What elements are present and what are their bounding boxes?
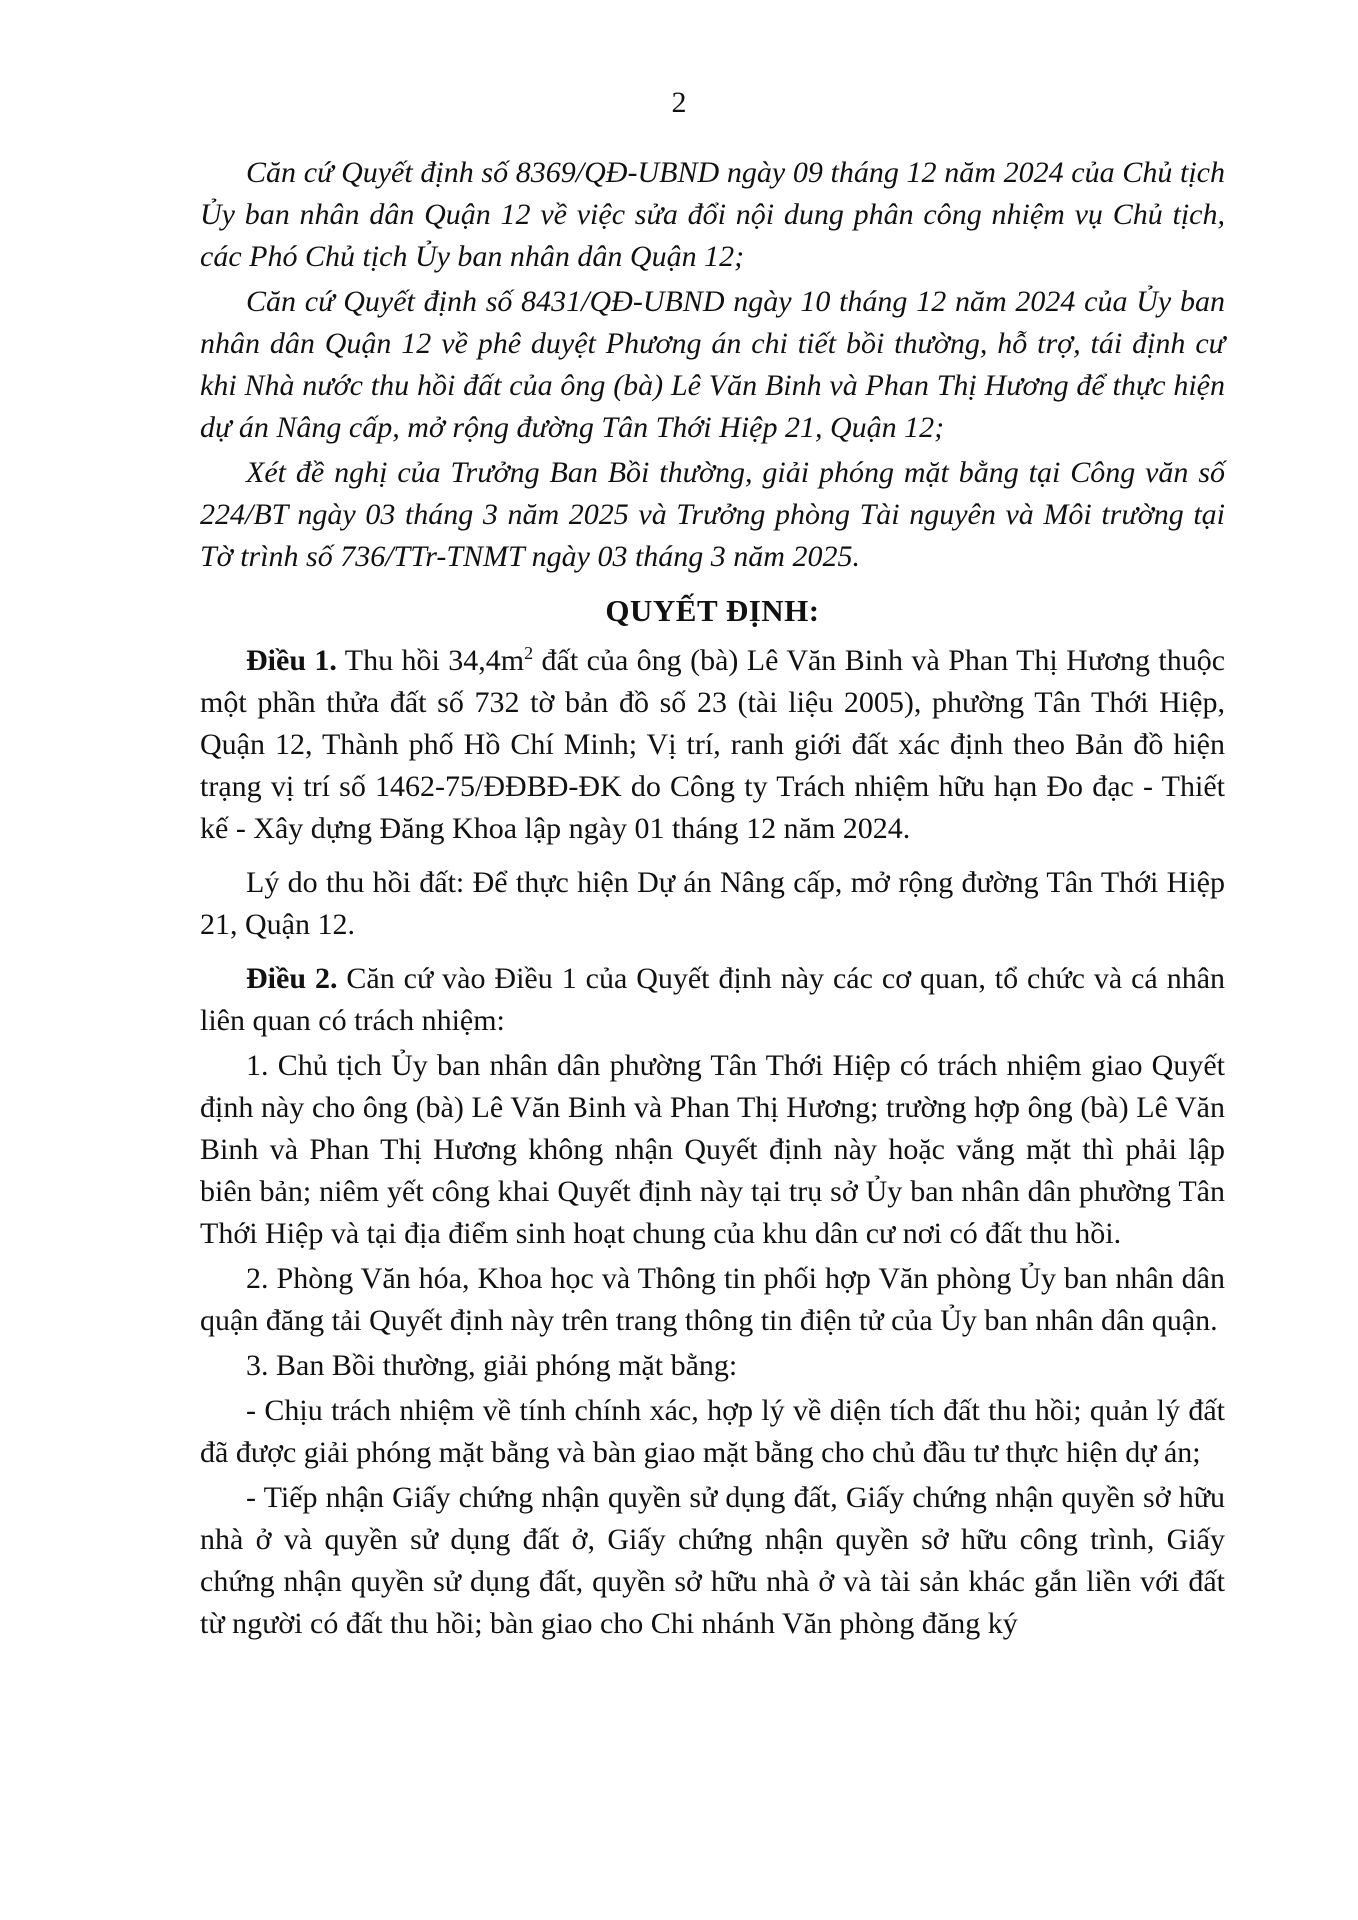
article-2-item-3-bullet-2: - Tiếp nhận Giấy chứng nhận quyền sử dụng đất, Giấy chứng nhận quyền sở hữu nhà ở và quyền sử dụng đất ở, Giấy chứng nhận quyền sở hữu công trình, Giấy chứng nhận quyền sử dụng đất, quyền sở hữu nhà ở và tài sản khác gắn liền với đất từ người có đất thu hồi; bàn giao cho Chi nhánh Văn phòng đăng ký <box>200 1481 1225 1640</box>
article-2-item-3: 3. Ban Bồi thường, giải phóng mặt bằng: <box>246 1349 738 1382</box>
article-1-text-end: đất của ông (bà) Lê Văn Binh và Phan Thị Hương thuộc một phần thửa đất số 732 tờ bản đồ số 23 (tài liệu 2005), phường Tân Thới Hiệp, Quận 12, Thành phố Hồ Chí Minh; Vị trí, ranh giới đất xác định theo Bản đồ hiện trạng vị trí số 1462-75/ĐĐBĐ-ĐK do Công ty Trách nhiệm hữu hạn Đo đạc - Thiết kế - Xây dựng Đăng Khoa lập ngày 01 tháng 12 năm 2024. <box>200 644 1226 845</box>
article-2-item-2: 2. Phòng Văn hóa, Khoa học và Thông tin phối hợp Văn phòng Ủy ban nhân dân quận đăng tải Quyết định này trên trang thông tin điện tử của Ủy ban nhân dân quận. <box>200 1262 1225 1337</box>
article-2-item-1: 1. Chủ tịch Ủy ban nhân dân phường Tân Thới Hiệp có trách nhiệm giao Quyết định này cho ông (bà) Lê Văn Binh và Phan Thị Hương; trường hợp ông (bà) Lê Văn Binh và Phan Thị Hương không nhận Quyết định này hoặc vắng mặt thì phải lập biên bản; niêm yết công khai Quyết định này tại trụ sở Ủy ban nhân dân phường Tân Thới Hiệp và tại địa điểm sinh hoạt chung của khu dân cư nơi có đất thu hồi. <box>200 1049 1225 1250</box>
article-1-paragraph <box>200 640 1225 850</box>
page-number: 2 <box>671 86 687 119</box>
document-body <box>200 152 1225 1648</box>
article-1-reason: Lý do thu hồi đất: Để thực hiện Dự án Nâng cấp, mở rộng đường Tân Thới Hiệp 21, Quận 12. <box>200 866 1225 941</box>
article-2-paragraph <box>200 958 1225 1042</box>
preamble-paragraph-2: Căn cứ Quyết định số 8431/QĐ-UBND ngày 10 tháng 12 năm 2024 của Ủy ban nhân dân Quận 12 về phê duyệt Phương án chi tiết bồi thường, hỗ trợ, tái định cư khi Nhà nước thu hồi đất của ông (bà) Lê Văn Binh và Phan Thị Hương để thực hiện dự án Nâng cấp, mở rộng đường Tân Thới Hiệp 21, Quận 12; <box>200 285 1225 444</box>
article-1-text-start: Thu hồi 34,4m <box>336 644 525 677</box>
article-2-item-3-bullet-1: - Chịu trách nhiệm về tính chính xác, hợp lý về diện tích đất thu hồi; quản lý đất đã được giải phóng mặt bằng và bàn giao mặt bằng cho chủ đầu tư thực hiện dự án; <box>200 1394 1225 1469</box>
article-2-label: Điều 2. <box>246 962 338 995</box>
article-1-label: Điều 1. <box>246 644 337 677</box>
decision-heading: QUYẾT ĐỊNH: <box>605 593 820 628</box>
preamble-paragraph-3: Xét đề nghị của Trưởng Ban Bồi thường, giải phóng mặt bằng tại Công văn số 224/BT ngày 03 tháng 3 năm 2025 và Trưởng phòng Tài nguyên và Môi trường tại Tờ trình số 736/TTr-TNMT ngày 03 tháng 3 năm 2025. <box>200 456 1225 573</box>
area-unit-superscript: 2 <box>524 643 534 663</box>
preamble-paragraph-1: Căn cứ Quyết định số 8369/QĐ-UBND ngày 09 tháng 12 năm 2024 của Chủ tịch Ủy ban nhân dân Quận 12 về việc sửa đổi nội dung phân công nhiệm vụ Chủ tịch, các Phó Chủ tịch Ủy ban nhân dân Quận 12; <box>200 156 1225 273</box>
article-2-text: Căn cứ vào Điều 1 của Quyết định này các cơ quan, tổ chức và cá nhân liên quan có trách nhiệm: <box>200 962 1226 1037</box>
